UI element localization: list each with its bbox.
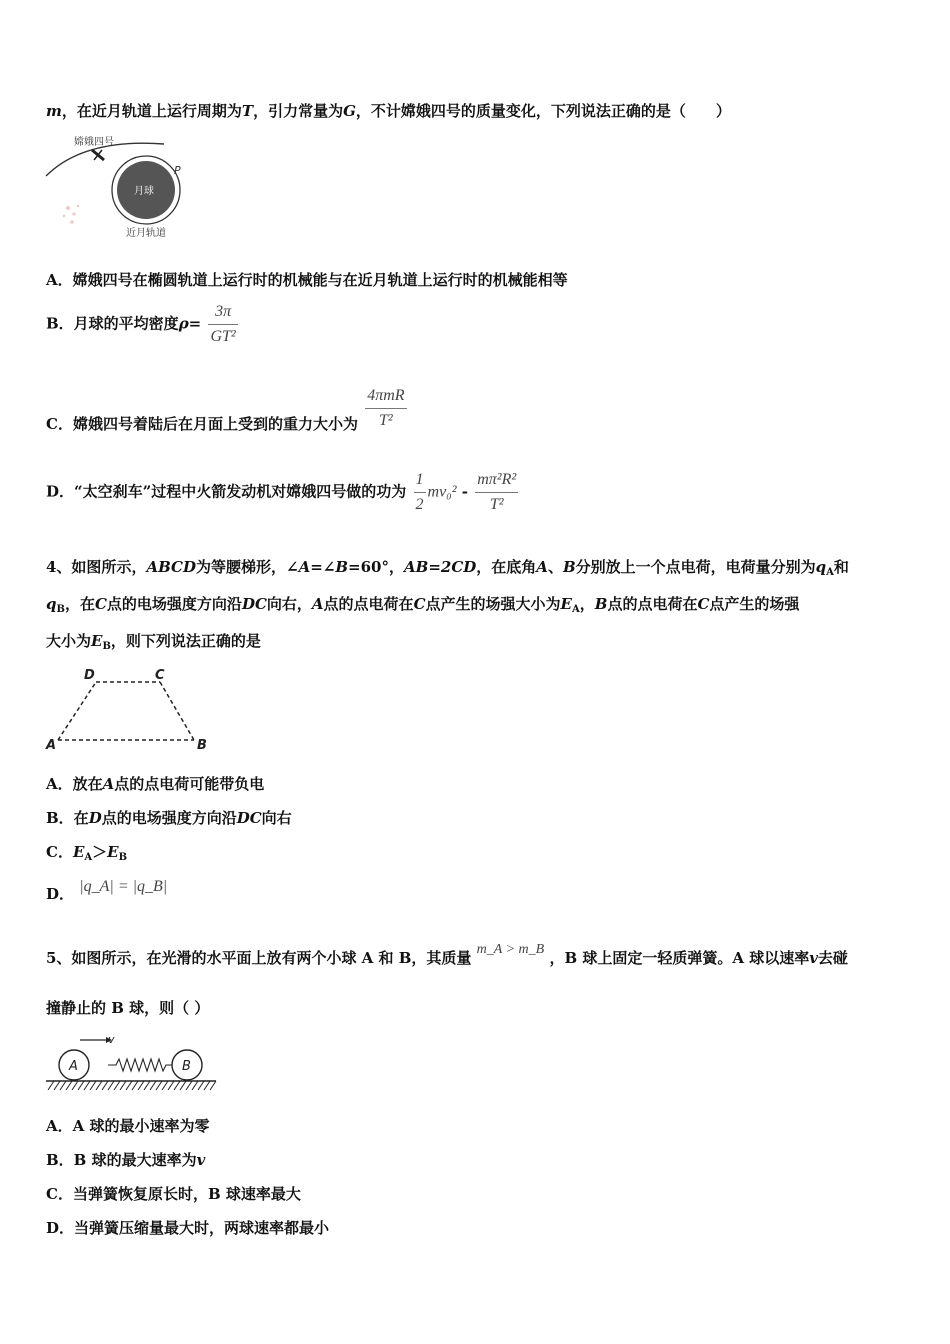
q4-option-b xyxy=(46,808,292,828)
q5-text: ，B 球上固定一轻质弹簧。A 球以速率 xyxy=(549,949,810,967)
q4-stem-line-3 xyxy=(46,631,261,657)
var-c: C xyxy=(94,595,107,613)
var-b: B xyxy=(562,558,576,576)
half-fraction xyxy=(414,470,426,515)
fraction-numerator: 3π xyxy=(215,303,232,320)
q4-stem-line-2 xyxy=(46,594,799,620)
vertex-d-label: D xyxy=(84,668,95,683)
q4-option-text: B．在 xyxy=(46,809,89,827)
var-q: q xyxy=(815,558,827,576)
greater-than-sign: ＞ xyxy=(92,843,108,861)
q4-text: 和 xyxy=(833,558,849,576)
ab-equals-2cd: AB=2CD xyxy=(404,558,477,576)
q4-option-c xyxy=(46,842,127,868)
fraction-numerator: 4πmR xyxy=(367,387,405,404)
moon-label: 月球 xyxy=(134,186,154,197)
q3-option-d-label: D．“太空刹车”过程中火箭发动机对嫦娥四号做的功为 xyxy=(46,482,407,501)
var-T: T xyxy=(241,102,254,120)
var-e: E xyxy=(560,595,572,613)
fraction-denominator: T² xyxy=(475,492,518,515)
rho-symbol: ρ= xyxy=(178,314,202,333)
var-a: A xyxy=(536,558,548,576)
velocity-label: v xyxy=(108,1033,115,1046)
q4-option-text: 向右 xyxy=(261,809,292,827)
q4-text: 点产生的场强大小为 xyxy=(425,595,561,613)
var-a: A xyxy=(311,595,324,613)
q4-text: =60°， xyxy=(348,558,404,576)
charge-equality-math: |q_A| = |q_B| xyxy=(79,878,168,895)
q4-text: 点的点电荷在 xyxy=(607,595,698,613)
spring xyxy=(108,1059,172,1071)
q4-option-text: D． xyxy=(46,885,75,903)
fraction-numerator: 1 xyxy=(415,471,424,488)
q5-stem-line-1 xyxy=(46,942,848,970)
q4-text: ，则下列说法正确的是 xyxy=(110,632,261,650)
q4-text: ，在底角 xyxy=(476,558,537,576)
q4-text: 4、如图所示， xyxy=(46,558,147,576)
kinetic-term: mv₀² xyxy=(427,483,457,501)
var-c: C xyxy=(413,595,426,613)
q4-text: 向右， xyxy=(266,595,312,613)
trapezoid-shape xyxy=(58,682,194,740)
q5-option-d: D．当弹簧压缩量最大时，两球速率都最小 xyxy=(46,1219,330,1237)
q5-stem-line-2: 撞静止的 B 球，则（ ） xyxy=(46,999,210,1017)
q5-option-a: A．A 球的最小速率为零 xyxy=(46,1117,210,1135)
density-fraction xyxy=(208,302,237,347)
q4-option-d xyxy=(46,878,168,905)
q4-text: ，在 xyxy=(64,595,95,613)
ground-hatching xyxy=(48,1081,216,1090)
q3-option-d xyxy=(46,470,520,515)
q4-text: =∠ xyxy=(310,558,336,576)
fraction-denominator: 2 xyxy=(414,492,426,515)
subscript: A xyxy=(826,567,834,578)
q3-option-a: A．嫦娥四号在椭圆轨道上运行时的机械能与在近月轨道上运行时的机械能相等 xyxy=(46,271,568,289)
q3-stem xyxy=(46,101,731,121)
q5-text: 去碰 xyxy=(817,949,848,967)
q3-option-b-label: B．月球的平均密度 xyxy=(46,314,179,333)
var-e: E xyxy=(91,632,103,650)
q4-text: 分别放上一个点电荷，电荷量分别为 xyxy=(575,558,816,576)
subscript: A xyxy=(84,852,93,863)
spring-balls-figure xyxy=(44,1032,224,1096)
var-v: v xyxy=(196,1151,206,1169)
fraction-denominator: T² xyxy=(365,408,406,431)
q3-option-b xyxy=(46,302,240,347)
vertex-c-label: C xyxy=(155,668,165,683)
probe-label: 嫦娥四号 xyxy=(74,137,114,148)
var-b: B xyxy=(335,558,349,576)
minus-sign: - xyxy=(461,482,468,501)
stamp-mark-icon xyxy=(63,205,80,224)
q3-option-c xyxy=(46,386,409,434)
ball-a-label: A xyxy=(69,1059,78,1074)
var-e: E xyxy=(107,843,119,861)
subscript: B xyxy=(56,604,65,615)
var-G: G xyxy=(343,102,356,120)
var-d: D xyxy=(88,809,102,827)
trapezoid-figure xyxy=(44,664,214,754)
q3-stem-text: ，在近月轨道上运行周期为 xyxy=(61,102,242,120)
q4-option-text: 点的点电荷可能带负电 xyxy=(114,775,265,793)
var-e: E xyxy=(72,843,85,861)
var-m: m xyxy=(46,102,62,120)
var-v: v xyxy=(809,949,818,967)
q4-text: 点的点电荷在 xyxy=(323,595,414,613)
var-dc: DC xyxy=(241,595,267,613)
fraction-numerator: mπ²R² xyxy=(477,471,517,488)
var-a: A xyxy=(298,558,311,576)
q4-text: 大小为 xyxy=(46,632,92,650)
subscript: B xyxy=(102,641,111,652)
work-fraction xyxy=(475,470,518,515)
vertex-b-label: B xyxy=(197,738,207,753)
vertex-a-label: A xyxy=(46,738,57,753)
q4-option-text: 点的电场强度方向沿 xyxy=(101,809,237,827)
probe-icon xyxy=(92,150,104,160)
var-dc: DC xyxy=(236,809,262,827)
q5-option-c: C．当弹簧恢复原长时，B 球速率最大 xyxy=(46,1185,301,1203)
q4-stem-line-1 xyxy=(46,557,849,583)
q3-option-c-label: C．嫦娥四号着陆后在月面上受到的重力大小为 xyxy=(46,415,358,433)
q5-text: 5、如图所示，在光滑的水平面上放有两个小球 A 和 B，其质量 xyxy=(46,949,472,967)
subscript: A xyxy=(571,604,580,615)
ball-b-label: B xyxy=(182,1059,191,1074)
q4-option-text: C． xyxy=(46,843,73,861)
gravity-fraction xyxy=(365,386,406,431)
q4-text: 点的电场强度方向沿 xyxy=(106,595,242,613)
q4-option-text: A．放在 xyxy=(46,775,103,793)
var-a: A xyxy=(102,775,115,793)
var-c: C xyxy=(697,595,710,613)
fraction-denominator: GT² xyxy=(208,324,237,347)
orbit-label: 近月轨道 xyxy=(126,228,166,239)
q4-text: 为等腰梯形，∠ xyxy=(196,558,299,576)
subscript: B xyxy=(118,852,128,863)
q4-option-a xyxy=(46,774,264,794)
var-q: q xyxy=(46,595,57,613)
q4-text: ， xyxy=(579,595,595,613)
point-p-label: P xyxy=(174,164,181,177)
q4-text: 、 xyxy=(547,558,563,576)
q5-option-text: B．B 球的最大速率为 xyxy=(46,1151,197,1169)
q3-stem-text: ，引力常量为 xyxy=(253,102,344,120)
q3-stem-text: ，不计嫦娥四号的质量变化，下列说法正确的是（ ） xyxy=(355,102,731,120)
q4-text: 点产生的场强 xyxy=(709,595,800,613)
mass-relation-math: m_A > m_B xyxy=(476,942,545,957)
var-abcd: ABCD xyxy=(146,558,196,576)
moon-orbit-figure xyxy=(44,130,194,242)
var-b: B xyxy=(594,595,608,613)
q5-option-b xyxy=(46,1150,205,1170)
